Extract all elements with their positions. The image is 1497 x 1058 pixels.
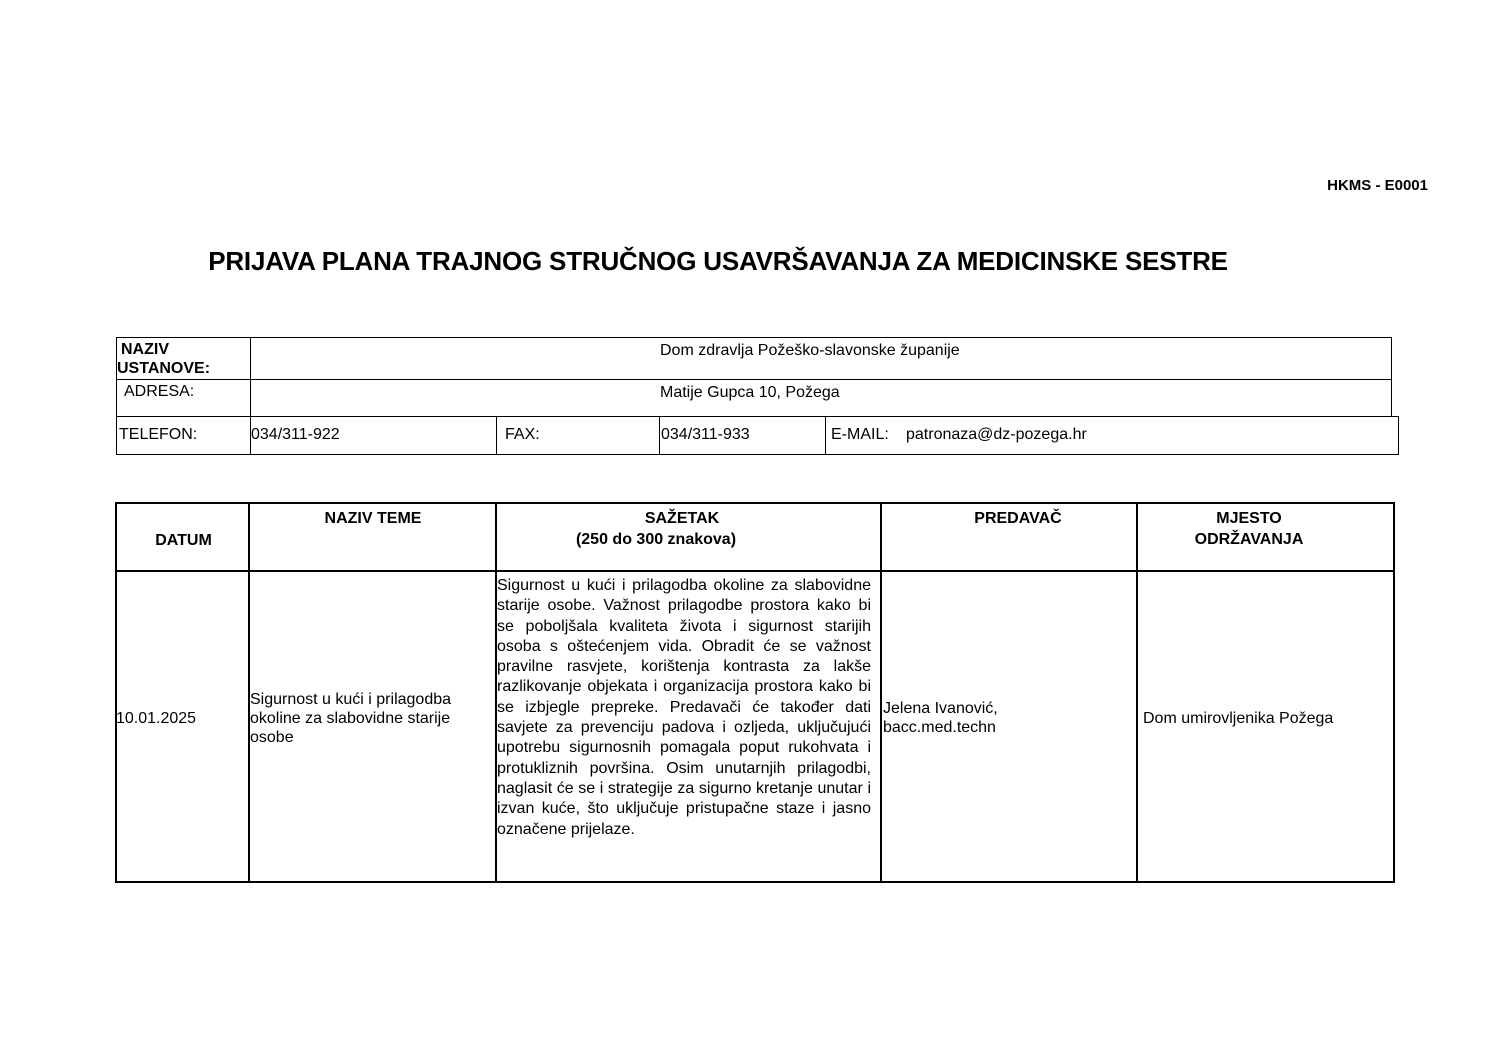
row-date: 10.01.2025 [116,710,197,727]
row-topic: Sigurnost u kući i prilagodba okoline za slabovidne starije osobe [250,691,452,746]
fax-label: FAX: [505,426,540,443]
header-place: MJESTO ODRŽAVANJA [1194,510,1304,548]
address-value: Matije Gupca 10, Požega [660,384,840,401]
form-code: HKMS - E0001 [1327,177,1428,194]
email-label: E-MAIL: [831,426,889,443]
row-place: Dom umirovljenika Požega [1143,710,1334,727]
header-summary: SAŽETAK (250 do 300 znakova) [575,510,737,548]
header-date: DATUM [155,532,212,549]
row-summary: Sigurnost u kući i prilagodba okoline za slabovidne starije osobe. Važnost prilagodbe prostora kako bi se poboljšala kvaliteta života i sigurnost starijih osoba s oštećenjem vida. Obradit će se važnost pravilne rasvjete, korištenja kontrasta za lakše razlikovanje objekata i organizacija prostora kako bi se izbjegle prepreke. Predavači će također dati savjete za prevenciju padova i ozljeda, uključujući upotrebu sigurnosnih pomagala poput rukohvata i protukliznih površina. Osim unutarnjih prilagodbi, naglasit će se i strategije za sigurno kretanje unutar i izvan kuće, što uključuje pristupačne staze i jasno označene prijelaze. [497,577,871,838]
row-lecturer: Jelena Ivanović, bacc.med.techn [883,700,998,736]
institution-name-value: Dom zdravlja Požeško-slavonske županije [660,342,960,359]
email-value: patronaza@dz-pozega.hr [906,426,1087,443]
address-label: ADRESA: [124,383,195,400]
fax-value: 034/311-933 [661,426,750,443]
phone-value: 034/311-922 [251,426,340,443]
page-title: PRIJAVA PLANA TRAJNOG STRUČNOG USAVRŠAVANJA ZA MEDICINSKE SESTRE [208,246,1228,276]
phone-label: TELEFON: [119,426,198,443]
header-topic: NAZIV TEME [324,510,422,527]
institution-name-label: NAZIV USTANOVE: [117,341,211,377]
header-lecturer: PREDAVAČ [974,510,1062,527]
